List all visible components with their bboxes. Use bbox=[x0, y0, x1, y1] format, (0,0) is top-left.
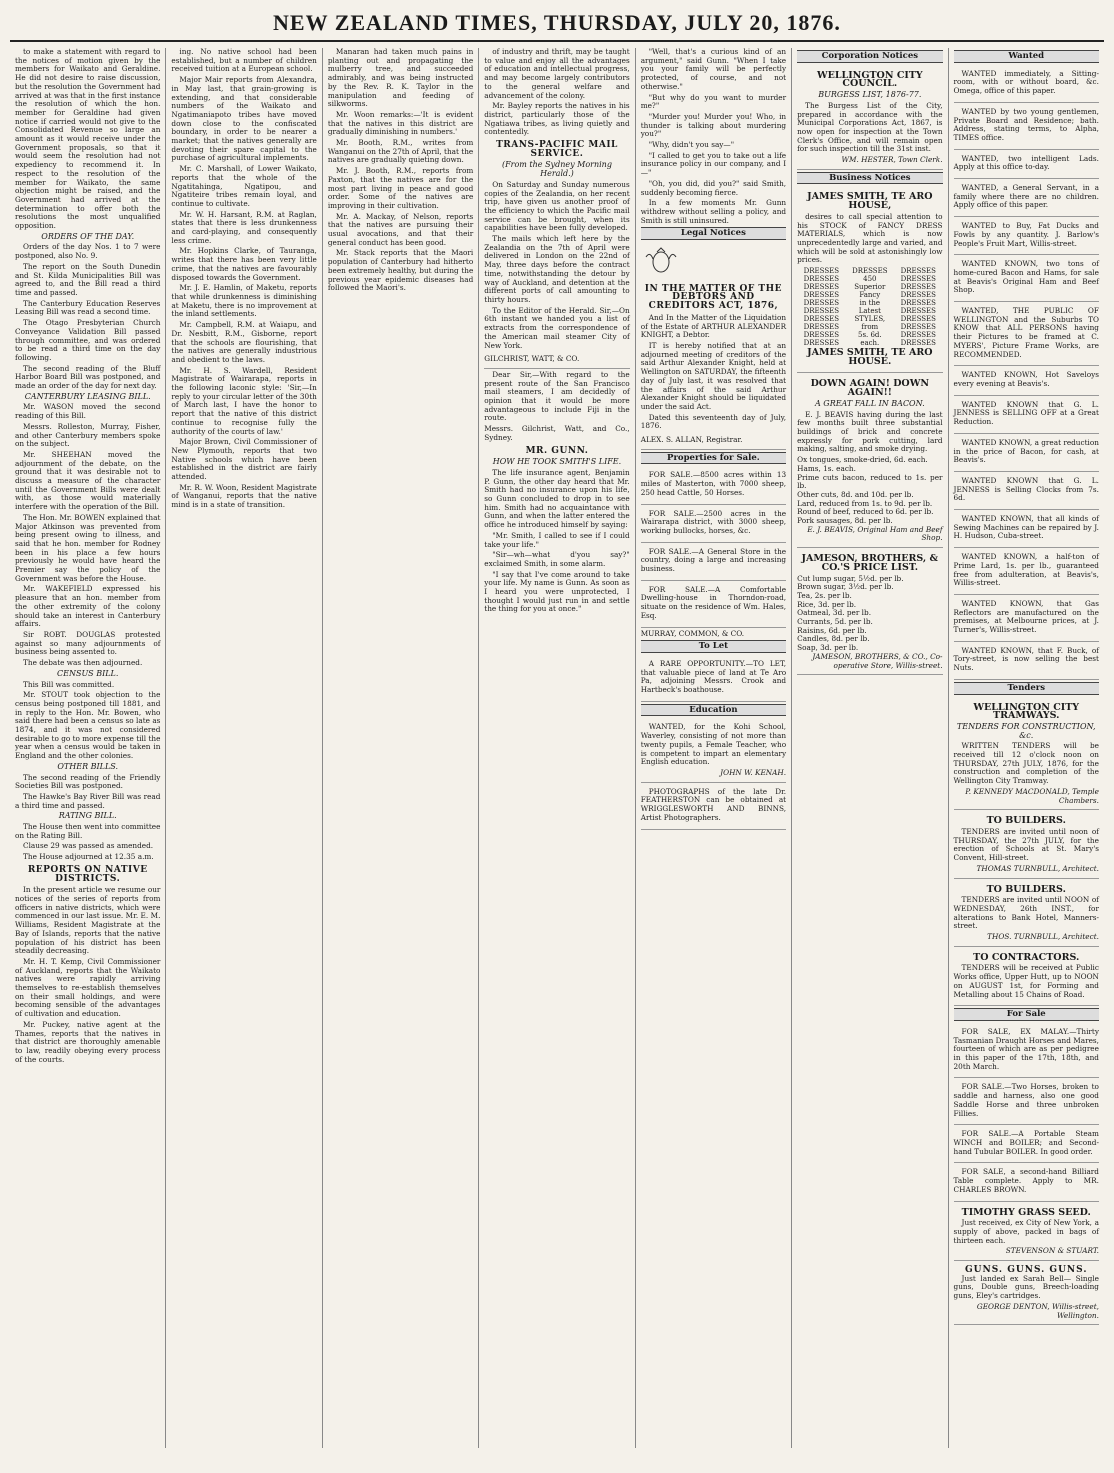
price-item: Soap, 3d. per lb. bbox=[797, 643, 859, 653]
ad-headline: TO BUILDERS. bbox=[986, 815, 1066, 827]
paragraph: Mr. Woon remarks:—'It is evident that the natives in this district are gradually diminishing in numbers.' bbox=[327, 109, 474, 137]
paragraph: Manaran had taken much pains in planting out and propagating the mulberry tree, and succeeded admirably, and was being instructed by the Rev. R. K. Taylor in the manipulation and feeding of silkworms. bbox=[327, 48, 474, 109]
paragraph: "Oh, you did, did you?" said Smith, suddenly becoming fierce. bbox=[640, 178, 787, 197]
paragraph: "Murder you! Murder you! Who, in thunder is talking about murdering you?" bbox=[640, 111, 787, 139]
ad-text: WANTED by two young gentlemen, Private Board and Residence; bath. Address, stating terms, to Alpha, TIMES office. bbox=[953, 106, 1099, 142]
ad-text: WANTED KNOWN, a great reduction in the price of Bacon, for cash, at Beavis's. bbox=[953, 437, 1099, 465]
ad-text: FOR SALE.—Two Horses, broken to saddle and harness, also one good Saddle Horse and three unbroken Fillies. bbox=[953, 1082, 1099, 1118]
guns-ad bbox=[954, 1263, 1099, 1325]
paragraph: Major Brown, Civil Commissioner of New Plymouth, reports that two Native schools which have been established in the district are fairly attended. bbox=[171, 437, 317, 482]
education-ad bbox=[641, 720, 786, 782]
paragraph: The Hawke's Bay River Bill was read a third time and passed. bbox=[15, 791, 161, 810]
ad-headline: TO BUILDERS. bbox=[986, 883, 1066, 895]
ad-text: WANTED to Buy, Fat Ducks and Fowls by any quantity. J. Barlow's People's Fruit Mart, Willis-street. bbox=[953, 221, 1099, 248]
article-headline: REPORTS ON NATIVE DISTRICTS. bbox=[27, 864, 148, 884]
paragraph: Mr. J. Booth, R.M., reports from Paxton, that the natives are for the most part living in peace and good order. Some of the natives are improving in their cultivation. bbox=[327, 166, 474, 210]
dress-word: DRESSES bbox=[803, 291, 840, 300]
paragraph: Mr. Booth, R.M., writes from Wanganui on the 27th of April, that the natives are gradually quieting down. bbox=[327, 138, 474, 165]
dress-word: DRESSES bbox=[803, 323, 840, 332]
dress-word: DRESSES bbox=[900, 315, 936, 324]
wanted-ad bbox=[954, 152, 1099, 179]
dress-ad bbox=[797, 188, 942, 373]
paragraph: "Why, didn't you say—" bbox=[648, 140, 735, 150]
paragraph: Dated this seventeenth day of July, 1876. bbox=[640, 412, 787, 431]
ad-subheadline: BURGESS LIST, 1876-77. bbox=[818, 90, 922, 100]
price-item: Round of beef, reduced to 6d. per lb. bbox=[797, 507, 934, 517]
paragraph: The Otago Presbyterian Church Conveyance Validation Bill passed through committee, and was ordered to be read a third time on the day following. bbox=[15, 318, 161, 362]
corporation-ad bbox=[797, 67, 942, 170]
section-heading: RATING BILL. bbox=[58, 811, 117, 821]
ad-text: FOR SALE, EX MALAY.—Thirty Tasmanian Draught Horses and Mares, fourteen of which are as per pedigree in this paper of the 17th, 18th, and 20th March. bbox=[953, 1026, 1099, 1071]
dress-word: DRESSES bbox=[803, 283, 840, 292]
dress-word: DRESSES bbox=[803, 339, 840, 348]
ad-text: TENDERS are invited until NOON of WEDNESDAY, 26th INST., for alterations to Bank Hotel, Manners-street. bbox=[953, 895, 1099, 931]
signature: ALEX. S. ALLAN, Registrar. bbox=[641, 433, 786, 450]
column-4 bbox=[479, 48, 635, 1448]
article-source: (From the Sydney Morning Herald.) bbox=[501, 160, 612, 179]
ad-text: WANTED, a General Servant, in a family where there are no children. Apply office of this paper. bbox=[953, 183, 1099, 210]
ad-text: Just received, ex City of New York, a supply of above, packed in bags of thirteen each. bbox=[953, 1218, 1099, 1245]
columns bbox=[10, 48, 1104, 1448]
ad-text: FOR SALE, a second-hand Billiard Table complete. Apply to MR. CHARLES BROWN. bbox=[953, 1167, 1099, 1194]
ad-text: WANTED KNOWN, two tons of home-cured Bacon and Hams, for sale at Beavis's Original Ham and Beef Shop. bbox=[953, 259, 1099, 295]
paragraph: "Sir—wh—what d'you say?" exclaimed Smith, in some alarm. bbox=[484, 550, 630, 568]
dress-word: DRESSES bbox=[900, 283, 936, 292]
wanted-ad bbox=[954, 181, 1099, 217]
paragraph: Mr. WAKEFIELD expressed his pleasure that an hon. member from the other extremity of the colony should take an interest in Canterbury affairs. bbox=[15, 584, 161, 629]
wanted-ad bbox=[954, 105, 1099, 150]
ad-text: FOR SALE.—2500 acres in the Wairarapa district, with 3000 sheep, working bullocks, horses, &c. bbox=[640, 508, 787, 535]
paragraph: The House then went into committee on the Rating Bill. bbox=[15, 822, 161, 840]
dress-word: 5s. 6d. bbox=[857, 331, 882, 340]
wanted-ad bbox=[954, 474, 1099, 510]
section-banner: Wanted bbox=[954, 50, 1099, 63]
ad-text: WANTED KNOWN that G. L. JENNESS is Selling Clocks from 7s. 6d. bbox=[953, 475, 1099, 503]
paragraph: of industry and thrift, may be taught to value and enjoy all the advantages of education and intellectual progress, and may become largely contributors to the general welfare and advancement of the colony. bbox=[484, 48, 630, 100]
ad-text: WANTED, for the Kohi School, Waverley, consisting of not more than twenty pupils, a Female Teacher, who is competent to impart an elementary English education. bbox=[640, 722, 787, 767]
section-banner: To Let bbox=[641, 640, 786, 653]
article-headline: MR. GUNN. bbox=[525, 445, 589, 456]
ad-text: desires to call special attention to his STOCK of FANCY DRESS MATERIALS, which is now unprecedentedly large and varied, and which will be sold at astonishingly low prices. bbox=[797, 211, 943, 265]
ad-text: WANTED, two intelligent Lads. Apply at this office to-day. bbox=[953, 153, 1099, 172]
paragraph: Mr. C. Marshall, of Lower Waikato, reports that the whole of the Ngatitahinga, Ngatipou, and Ngatiteire tribes remain loyal, and continue to cultivate. bbox=[171, 164, 317, 208]
paragraph: Mr. Hopkins Clarke, of Tauranga, writes that there has been very little crime, that the natives are favourably disposed towards the Government. bbox=[171, 246, 317, 282]
wanted-ad bbox=[954, 368, 1099, 395]
price-item: Oatmeal, 3d. per lb. bbox=[797, 608, 872, 618]
dress-word: DRESSES bbox=[852, 267, 888, 276]
dress-word: DRESSES bbox=[900, 307, 936, 316]
ad-text: WANTED KNOWN, a half-ton of Prime Lard, 1s. per lb., guaranteed free from adulteration, at Beavis's, Willis-street. bbox=[953, 552, 1099, 588]
paragraph: The report on the South Dunedin and St. Kilda Municipalities Bill was agreed to, and the Bill read a third time and passed. bbox=[15, 261, 161, 297]
dress-word: 450 bbox=[863, 275, 877, 284]
paragraph: The life insurance agent, Benjamin P. Gunn, the other day heard that Mr. Smith had no insurance upon his life, so Gunn concluded to drop in to see him. Smith had no acquaintance with Gunn, and when the latter entered the office he introduced himself by saying: bbox=[484, 467, 630, 530]
signature: E. J. BEAVIS, Original Ham and Beef Shop. bbox=[807, 524, 943, 543]
paragraph: The second reading of the Bluff Harbor Board Bill was postponed, and made an order of the day for next day. bbox=[15, 363, 161, 391]
signature: JOHN W. KENAH. bbox=[720, 768, 787, 777]
paragraph: "But why do you want to murder me?" bbox=[640, 92, 787, 111]
tender-ad bbox=[954, 949, 1099, 1007]
masthead: NEW ZEALAND TIMES, THURSDAY, JULY 20, 1876. bbox=[273, 10, 841, 35]
signature: THOS. TURNBULL, Architect. bbox=[987, 932, 1099, 942]
dress-grid bbox=[797, 267, 942, 347]
paragraph: Mr. STOUT took objection to the census being postponed till 1881, and in reply to the Hon. Mr. Bowen, who said there had been a census so late as 1874, and it was not considered desirable to go to more expense till the year when a census would be taken in England and the other colonies. bbox=[15, 690, 161, 761]
dress-word: DRESSES bbox=[900, 299, 936, 308]
section-heading: ORDERS OF THE DAY. bbox=[41, 231, 135, 241]
photo-ad bbox=[641, 785, 786, 830]
property-ad bbox=[641, 583, 786, 628]
section-banner: Legal Notices bbox=[641, 227, 786, 240]
dress-word: DRESSES bbox=[900, 339, 936, 348]
paragraph: And In the Matter of the Liquidation of the Estate of ARTHUR ALEXANDER KNIGHT, a Debtor. bbox=[640, 312, 787, 340]
column-2 bbox=[166, 48, 322, 1448]
paragraph: Mr. W. H. Harsant, R.M. at Raglan, states that there is less drunkenness and card-playing, and consequently less crime. bbox=[171, 209, 317, 245]
ad-text: FOR SALE.—A Comfortable Dwelling-house in Thorndon-road, situate on the residence of Wm. Hales, Esq. bbox=[640, 584, 787, 620]
paragraph: IT is hereby notified that at an adjourned meeting of creditors of the said Arthur Alexander Knight, held at Wellington on SATURDAY, the fifteenth day of July last, it was resolved that the affairs of the said Arthur Alexander Knight should be liquidated under the said Act. bbox=[640, 340, 787, 411]
royal-crest-icon bbox=[641, 247, 681, 275]
bacon-ad bbox=[797, 375, 942, 548]
ad-subheadline: A GREAT FALL IN BACON. bbox=[814, 398, 925, 408]
ad-text: PHOTOGRAPHS of the late Dr. FEATHERSTON can be obtained at WRIGGLESWORTH AND BINNS, Artist Photographers. bbox=[640, 786, 787, 822]
ad-text: WANTED immediately, a Sitting-room, with or without board, &c. Omega, office of this paper. bbox=[953, 68, 1099, 96]
column-1 bbox=[10, 48, 166, 1448]
ad-headline: TIMOTHY GRASS SEED. bbox=[961, 1206, 1091, 1218]
price-item: Other cuts, 8d. and 10d. per lb. bbox=[797, 489, 914, 499]
section-banner: Properties for Sale. bbox=[641, 452, 786, 465]
column-3 bbox=[323, 48, 479, 1448]
signature: WM. HESTER, Town Clerk. bbox=[841, 155, 943, 165]
ad-headline: JAMES SMITH, TE ARO HOUSE, bbox=[807, 191, 933, 212]
dress-word: DRESSES bbox=[803, 307, 840, 316]
wanted-ad bbox=[954, 219, 1099, 255]
signature: MURRAY, COMMON, & CO. bbox=[640, 628, 745, 638]
paragraph: The mails which left here by the Zealandia on the 7th of April were delivered in London on the 22nd of May, three days before the contract time, notwithstanding the detour by way of Auckland, and detention at the different ports of call amounting to thirty hours. bbox=[484, 234, 630, 304]
ad-text: WANTED KNOWN that G. L. JENNESS is SELLING OFF at a Great Reduction. bbox=[953, 399, 1099, 427]
paragraph: Mr. H. S. Wardell, Resident Magistrate of Wairarapa, reports in the following laconic style: 'Sir,—In reply to your circular letter of the 30th of March last, I have the honor to report that the native of this district continue to recognise fully the authority of the courts of law.' bbox=[171, 365, 317, 436]
ad-text: FOR SALE.—A Portable Steam WINCH and BOILER; and Second-hand Tubular BOILER. In good order. bbox=[953, 1129, 1099, 1156]
ad-text: WANTED KNOWN, Hot Saveloys every evening at Beavis's. bbox=[953, 370, 1099, 388]
ad-footer: JAMES SMITH, TE ARO HOUSE. bbox=[807, 347, 933, 367]
dress-word: DRESSES bbox=[900, 331, 936, 340]
ad-text: E. J. BEAVIS having during the last few months built three substantial buildings of brick and concrete expressly for pork cutting, lard making, salting, and smoke drying. bbox=[797, 409, 943, 454]
price-item: Prime cuts bacon, reduced to 1s. per lb. bbox=[797, 472, 943, 491]
wanted-ad bbox=[954, 67, 1099, 103]
dress-word: DRESSES bbox=[900, 291, 936, 300]
section-banner: Education bbox=[641, 704, 786, 717]
paragraph: The Hon. Mr. BOWEN explained that Major Atkinson was prevented from being present owing to illness, and said that he hon. member for Rodney been in his place a few hours previously he would have heard the Premier say the policy of the Government was before the House. bbox=[15, 512, 161, 583]
paragraph: This Bill was committed. bbox=[23, 679, 115, 689]
dress-word: Fancy bbox=[859, 291, 881, 300]
paragraph: The House adjourned at 12.35 a.m. bbox=[23, 852, 154, 862]
section-heading: OTHER BILLS. bbox=[57, 761, 119, 771]
ad-text: FOR SALE.—8500 acres within 13 miles of Masterton, with 7000 sheep, 250 head Cattle, 50 Horses. bbox=[640, 470, 787, 497]
signature: P. KENNEDY MACDONALD, Temple Chambers. bbox=[965, 786, 1099, 805]
section-banner: Business Notices bbox=[797, 172, 942, 185]
ad-headline: GUNS. GUNS. GUNS. bbox=[964, 1265, 1088, 1276]
ad-text: WANTED KNOWN, that Gas Reflectors are manufactured on the premises, at Melbourne prices, at J. Turner's, Willis-street. bbox=[953, 598, 1099, 635]
jameson-ad bbox=[797, 550, 942, 675]
section-banner: Corporation Notices bbox=[797, 50, 942, 63]
ad-headline: DOWN AGAIN! DOWN AGAIN!! bbox=[810, 378, 930, 399]
column-6 bbox=[792, 48, 948, 1448]
wanted-ad bbox=[954, 257, 1099, 302]
property-ad bbox=[641, 507, 786, 543]
property-ad bbox=[641, 468, 786, 504]
tender-ad bbox=[954, 881, 1099, 947]
dress-word: Superior bbox=[854, 283, 886, 292]
dress-word: each. bbox=[860, 339, 880, 348]
paragraph: Messrs. Rolleston, Murray, Fisher, and other Canterbury members spoke on the subject. bbox=[15, 421, 161, 449]
ad-text: WANTED KNOWN, that F. Buck, of Tory-street, is now selling the best Nuts. bbox=[953, 645, 1099, 673]
wanted-ad bbox=[954, 436, 1099, 472]
price-item: Currants, 5d. per lb. bbox=[797, 617, 873, 627]
ad-headline: JAMESON, BROTHERS, & CO.'S PRICE LIST. bbox=[801, 553, 939, 573]
wanted-ad bbox=[954, 550, 1099, 595]
property-ad bbox=[641, 545, 786, 581]
paragraph: In the present article we resume our notices of the series of reports from officers in native districts, which were commenced in our last issue. Mr. E. M. Williams, Resident Magistrate at the Bay of Islands, reports that the native population of his district has been steadily decreasing. bbox=[15, 885, 161, 956]
paragraph: The Canterbury Education Reserves Leasing Bill was read a second time. bbox=[15, 298, 161, 317]
ad-headline: WELLINGTON CITY COUNCIL. bbox=[816, 69, 923, 90]
paragraph: to make a statement with regard to the notices of motion given by the members for Waikato and Geraldine. He did not desire to raise discussion, but the resolution the Government had arrived at was that in the first instance the resolution of which the hon. member for Geraldine had given notice if carried would not give to the Consolidated Revenue so large an amount as it would receive under the Government proposals, so that it would seem the resolution had not expediency to recommend it. In respect to the resolution of the member for Waikato, the same objection might be raised, and the Government had arrived at the determination to offer both the resolutions the most unqualified opposition. bbox=[15, 48, 161, 231]
paragraph: Clause 29 was passed as amended. bbox=[23, 841, 154, 851]
paragraph: Mr. A. Mackay, of Nelson, reports that the natives are pursuing their usual avocations, and that their general conduct has been good. bbox=[327, 211, 474, 247]
paragraph: Mr. Stack reports that the Maori population of Canterbury had hitherto been extremely healthy, but during the previous year epidemic diseases had followed the Maori's. bbox=[327, 248, 474, 293]
paragraph: "I called to get you to take out a life insurance policy in our company, and I—" bbox=[640, 150, 787, 178]
ad-text: TENDERS are invited until noon of THURSDAY, the 27th JULY, for the erection of Schools at St. Mary's Convent, Hill-street. bbox=[953, 827, 1099, 863]
sale-ad bbox=[954, 1165, 1099, 1201]
paragraph: "I say that I've come around to take your life. My name is Gunn. As soon as I heard you were unprotected, I thought I would just run in and settle the thing for you at once." bbox=[484, 569, 630, 614]
price-item: Raisins, 6d. per lb. bbox=[797, 625, 867, 635]
dress-word: DRESSES bbox=[900, 275, 936, 284]
ad-headline: TO CONTRACTORS. bbox=[973, 951, 1080, 963]
wanted-ad bbox=[954, 512, 1099, 548]
paragraph: To the Editor of the Herald. Sir,—On 6th instant we handed you a list of extracts from the correspondence of the American mail steamer City of New York. bbox=[484, 305, 630, 350]
legal-heading: IN THE MATTER OF THE DEBTORS AND CREDITORS ACT, 1876, bbox=[644, 283, 782, 312]
price-item: Rice, 3d. per lb. bbox=[797, 599, 857, 609]
price-item: Brown sugar, 3½d. per lb. bbox=[797, 582, 894, 592]
tender-ad bbox=[954, 812, 1099, 878]
wanted-ad bbox=[954, 304, 1099, 366]
tender-ad bbox=[954, 699, 1099, 811]
paragraph: On Saturday and Sunday numerous copies of the Zealandia, on her recent trip, have given us another proof of the efficiency to which the Pacific mail service can be brought, when its capabilities have been fully developed. bbox=[484, 179, 630, 233]
sale-ad bbox=[954, 1127, 1099, 1163]
ad-text: Just landed ex Sarah Bell— Single guns, Double guns, Breech-loading guns, Eley's cartridges. bbox=[953, 1273, 1099, 1301]
price-item: Pork sausages, 8d. per lb. bbox=[797, 516, 893, 526]
dress-word: Latest bbox=[858, 307, 881, 316]
dress-word: DRESSES bbox=[803, 299, 840, 308]
paragraph: Mr. H. T. Kemp, Civil Commissioner of Auckland, reports that the Waikato natives were rapidly arriving themselves to re-establish themselves on their small holdings, and were becoming sensible of the advantages of cultivation and education. bbox=[15, 956, 161, 1019]
paragraph: "Well, that's a curious kind of an argument," said Gunn. "When I take you your family will be perfectly protected, of course, and not otherwise." bbox=[640, 48, 787, 91]
section-banner: For Sale bbox=[954, 1008, 1099, 1021]
ad-text: WANTED, THE PUBLIC OF WELLINGTON and the Suburbs TO KNOW that ALL PERSONS having their Pictures to be framed at C. MYERS', Picture Frame Works, are RECOMMENDED. bbox=[953, 306, 1099, 359]
paragraph: Dear Sir,—With regard to the present route of the San Francisco mail steamers, I am decidedly of opinion that it would be more advantageous to include Fiji in the route. bbox=[484, 369, 630, 423]
signature: Messrs. Gilchrist, Watt, and Co., Sydney. bbox=[484, 424, 630, 442]
price-item: Ox tongues, smoke-dried, 6d. each. bbox=[797, 455, 928, 465]
signature: THOMAS TURNBULL, Architect. bbox=[976, 863, 1099, 873]
paragraph: Mr. Puckey, native agent at the Thames, reports that the natives in that district are thoroughly amenable to law, readily obeying every process of the courts. bbox=[15, 1019, 161, 1064]
seed-ad bbox=[954, 1204, 1099, 1262]
price-item: Tea, 2s. per lb. bbox=[797, 590, 852, 600]
dress-word: DRESSES bbox=[900, 267, 936, 276]
section-banner: Tenders bbox=[954, 682, 1099, 695]
ad-text: TENDERS will be received at Public Works office, Upper Hutt, up to NOON on AUGUST 1st, for Forming and Metalling about 15 Chains of Road. bbox=[953, 963, 1099, 999]
ad-text: WANTED KNOWN, that all kinds of Sewing Machines can be repaired by J. H. Hudson, Cuba-street. bbox=[953, 514, 1099, 541]
ad-text: FOR SALE.—A General Store in the country, doing a large and increasing business. bbox=[640, 546, 787, 574]
paragraph: Major Mair reports from Alexandra, in May last, that grain-growing is extending, and that considerable numbers of the Waikato and Ngatimaniapoto tribes have moved down close to the confiscated boundary, in order to be nearer a market; that the natives generally are devoting their spare capital to the purchase of agricultural implements. bbox=[171, 75, 317, 163]
signature: STEVENSON & STUART. bbox=[1005, 1246, 1099, 1256]
dress-word: in the bbox=[859, 299, 881, 308]
paragraph: "Mr. Smith, I called to see if I could take your life." bbox=[484, 530, 630, 549]
tolet-ad bbox=[641, 657, 786, 702]
paragraph: ing. No native school had been established, but a number of children received tuition at a European school. bbox=[171, 48, 317, 74]
section-heading: CENSUS BILL. bbox=[57, 668, 119, 678]
section-heading: CANTERBURY LEASING BILL. bbox=[24, 391, 151, 401]
article-subheadline: HOW HE TOOK SMITH'S LIFE. bbox=[492, 457, 622, 467]
wanted-ad bbox=[954, 644, 1099, 680]
paragraph: In a few moments Mr. Gunn withdrew without selling a policy, and Smith is still uninsured. bbox=[640, 198, 787, 225]
paragraph: Mr. Bayley reports the natives in his district, particularly those of the Ngatiawa tribes, as living quietly and contentedly. bbox=[484, 101, 630, 137]
price-item: Cut lump sugar, 5½d. per lb. bbox=[797, 573, 904, 583]
signature: GILCHRIST, WATT, & CO. bbox=[484, 352, 629, 369]
dress-word: DRESSES bbox=[900, 323, 936, 332]
column-5 bbox=[636, 48, 792, 1448]
dress-word: DRESSES bbox=[803, 315, 840, 324]
paragraph: Mr. WASON moved the second reading of this Bill. bbox=[15, 402, 161, 421]
sale-ad bbox=[954, 1025, 1099, 1079]
ad-text: The Burgess List of the City, prepared in accordance with the Municipal Corporations Act, 1867, is now open for inspection at the Town Clerk's Office, and will remain open for such inspection till the 31st inst. bbox=[797, 100, 943, 154]
dress-word: DRESSES bbox=[803, 331, 840, 340]
signature: JAMESON, BROTHERS, & CO., Co-operative Store, Willis-street. bbox=[812, 651, 943, 670]
column-7 bbox=[949, 48, 1104, 1448]
ad-subheadline: TENDERS FOR CONSTRUCTION, &c. bbox=[956, 721, 1096, 740]
price-item: Hams, 1s. each. bbox=[797, 463, 856, 473]
wanted-ad bbox=[954, 597, 1099, 642]
dress-word: DRESSES bbox=[803, 267, 840, 276]
wanted-ad bbox=[954, 398, 1099, 434]
dress-word: DRESSES bbox=[803, 275, 840, 284]
price-item: Lard, reduced from 1s. to 9d. per lb. bbox=[797, 498, 933, 508]
dress-word: STYLES, bbox=[854, 315, 886, 324]
paragraph: Sir ROBT. DOUGLAS protested against so many adjournments of business being assented to. bbox=[15, 630, 161, 657]
paragraph: Mr. J. E. Hamlin, of Maketu, reports that while drunkenness is diminishing at Maketu, there is no improvement at the inland settlements. bbox=[171, 283, 317, 319]
paragraph: Mr. R. W. Woon, Resident Magistrate of Wanganui, reports that the native mind is in a state of transition. bbox=[171, 482, 317, 510]
masthead-rule bbox=[10, 40, 1104, 42]
signature: GEORGE DENTON, Willis-street, Wellington. bbox=[976, 1301, 1099, 1320]
article-headline: TRANS-PACIFIC MAIL SERVICE. bbox=[496, 140, 618, 159]
paragraph: Mr. SHEEHAN moved the adjournment of the debate, on the ground that it was desirable not to discuss a measure of the character until the Government Bills were dealt with, as those would materially interfere with the operation of the Bill. bbox=[15, 449, 161, 512]
ad-text: WRITTEN TENDERS will be received till 12 o'clock noon on THURSDAY, 27th JULY, 1876, for the construction and completion of the Wellington City Tramway. bbox=[953, 741, 1099, 786]
paragraph: Orders of the day Nos. 1 to 7 were postponed, also No. 9. bbox=[15, 242, 161, 261]
price-item: Candles, 8d. per lb. bbox=[797, 634, 870, 644]
paragraph: The second reading of the Friendly Societies Bill was postponed. bbox=[15, 772, 161, 791]
paragraph: Mr. Campbell, R.M. at Waiapu, and Dr. Nesbitt, R.M., Gisborne, report that the schools are flourishing, that the natives are generally industrious and obedient to the laws. bbox=[171, 320, 317, 364]
paragraph: The debate was then adjourned. bbox=[23, 658, 143, 668]
sale-ad bbox=[954, 1080, 1099, 1125]
ad-text: A RARE OPPORTUNITY.—TO LET, that valuable piece of land at Te Aro Pa, adjoining Messrs. Crook and Hartbeck's boathouse. bbox=[640, 658, 787, 695]
dress-word: from bbox=[861, 323, 879, 332]
ad-headline: WELLINGTON CITY TRAMWAYS. bbox=[973, 701, 1080, 722]
